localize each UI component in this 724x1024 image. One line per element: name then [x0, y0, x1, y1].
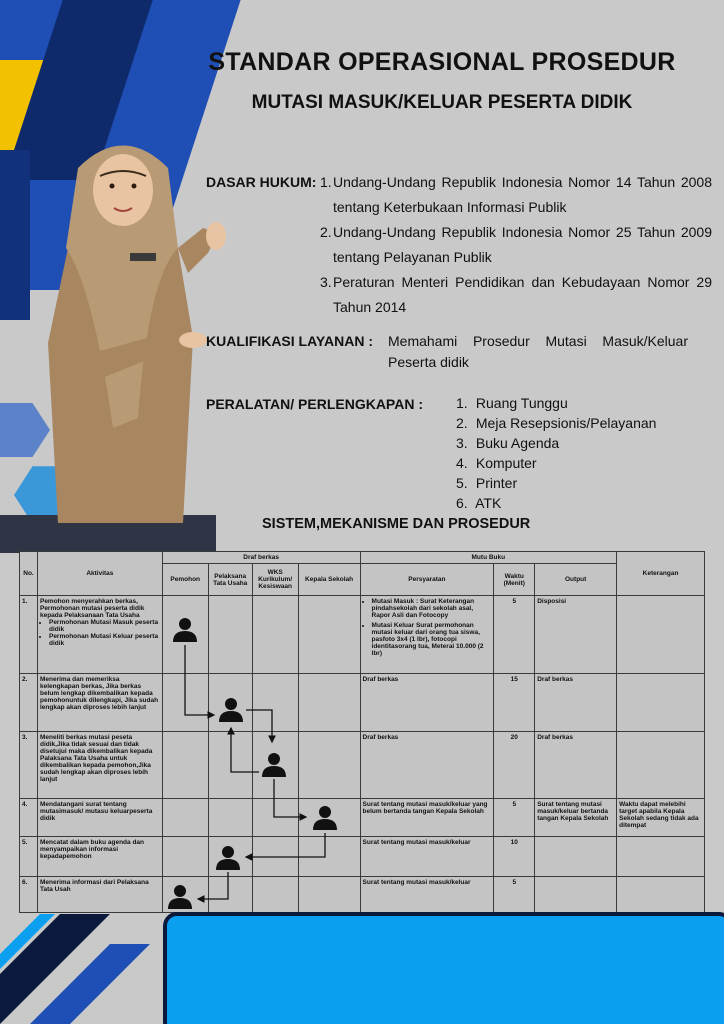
row-no: 4. — [20, 799, 38, 837]
person-icon — [173, 618, 197, 642]
flow-arrow — [185, 645, 214, 715]
row-persyaratan: Draf berkas — [360, 732, 494, 799]
person-icon — [216, 846, 240, 870]
sub-item: • Permohonan Mutasi Masuk peserta didik — [49, 619, 160, 633]
header-waktu: Waktu (Menit) — [494, 564, 535, 596]
item-text: Buku Agenda — [475, 435, 560, 451]
header-output: Output — [535, 564, 617, 596]
row-waktu: 10 — [494, 837, 535, 877]
row-waktu: 20 — [494, 732, 535, 799]
item-number: 6. — [456, 495, 468, 511]
item-text: Undang-Undang Republik Indonesia Nomor 25 Tahun 2009 tentang Pelayanan Publik — [333, 224, 712, 265]
row-aktivitas: Meneliti berkas mutasi peseta didik,Jika tidak sesuai dan tidak disetujui maka dikembalikan kepada Palaksana Tata Usaha untuk dikembalikan kepada pemohon,Jika sudah lengkap akan diproses lebih lanjut — [37, 732, 162, 799]
kualifikasi-label: KUALIFIKASI LAYANAN : — [206, 333, 373, 349]
kualifikasi-text: Memahami Prosedur Mutasi Masuk/Keluar Peserta didik — [388, 333, 688, 370]
item-text: Printer — [475, 475, 518, 491]
item-number: 5. — [456, 475, 468, 491]
flow-arrow — [274, 779, 306, 817]
item-text: Komputer — [475, 455, 537, 471]
header-draf-berkas: Draf berkas — [162, 552, 360, 564]
header-wks: WKS Kurikulum/ Kesiswaan — [252, 564, 298, 596]
header-mutu-buku: Mutu Buku — [360, 552, 617, 564]
row-persyaratan: Surat tentang mutasi masuk/keluar yang belum bertanda tangan Kepala Sekolah — [360, 799, 494, 837]
persyaratan-item: • Mutasi Keluar Surat permohonan mutasi keluar dari orang tua siswa, pasfoto 3x4 (1 lbr), fotocopi identitasorang tua, Meterai 10.000 (2 lbr) — [372, 622, 492, 657]
item-number: 2. — [456, 415, 468, 431]
row-no: 6. — [20, 877, 38, 913]
header-kepala: Kepala Sekolah — [298, 564, 360, 596]
row-waktu: 5 — [494, 877, 535, 913]
person-icon — [313, 806, 337, 830]
row-output: Draf berkas — [535, 732, 617, 799]
header-keterangan: Keterangan — [617, 552, 705, 596]
item-text: ATK — [475, 495, 502, 511]
page-title: STANDAR OPERASIONAL PROSEDUR — [208, 48, 676, 76]
person-icon — [168, 885, 192, 909]
row-keterangan: Waktu dapat melebihi target apabila Kepala Sekolah sedang tidak ada ditempat — [617, 799, 705, 837]
sub-item: • Permohonan Mutasi Keluar peserta didik — [49, 633, 160, 647]
item-number: 1. — [320, 174, 332, 190]
header-pelaksana: Pelaksana Tata Usaha — [208, 564, 252, 596]
item-number: 1. — [456, 395, 468, 411]
header-pemohon: Pemohon — [162, 564, 208, 596]
row-aktivitas: Menerima informasi dari Pelaksana Tata Usah — [37, 877, 162, 913]
item-number: 3. — [456, 435, 468, 451]
row-aktivitas: Mencatat dalam buku agenda dan menyampaikan informasi kepadapemohon — [37, 837, 162, 877]
person-icon — [262, 753, 286, 777]
row-output: Draf berkas — [535, 674, 617, 732]
dasar-hukum-label: DASAR HUKUM: — [206, 174, 317, 190]
row-aktivitas: Mendatangani surat tentang mutasimasuk/ mutasu keluarpeserta didik — [37, 799, 162, 837]
item-number: 4. — [456, 455, 468, 471]
flow-arrow — [231, 728, 259, 772]
row-persyaratan: Surat tentang mutasi masuk/keluar — [360, 877, 494, 913]
bottom-stripes-decoration — [0, 914, 175, 1024]
bottom-blue-panel — [163, 912, 724, 1024]
row-no: 1. — [20, 596, 38, 674]
row-waktu: 5 — [494, 596, 535, 674]
persyaratan-item: • Mutasi Masuk : Surat Keterangan pindahsekolah dari sekolah asal, Rapor Asli dan Fotocopy — [372, 598, 492, 619]
flow-arrow — [246, 710, 272, 742]
row-waktu: 5 — [494, 799, 535, 837]
item-text: Meja Resepsionis/Pelayanan — [475, 415, 657, 431]
header-aktivitas: Aktivitas — [37, 552, 162, 596]
item-text: Ruang Tunggu — [475, 395, 568, 411]
item-text: Peraturan Menteri Pendidikan dan Kebudayaan Nomor 29 Tahun 2014 — [333, 274, 712, 315]
item-number: 3. — [320, 274, 332, 290]
flow-arrow — [246, 833, 325, 857]
aktivitas-text: Pemohon menyerahkan berkas, Permohonan mutasi peserta didik kepada Pelaksanaan Tata Usaha — [39, 598, 145, 619]
person-icon — [219, 698, 243, 722]
item-number: 2. — [320, 224, 332, 240]
row-no: 5. — [20, 837, 38, 877]
row-persyaratan: Draf berkas — [360, 674, 494, 732]
row-output: Disposisi — [535, 596, 617, 674]
header-persyaratan: Persyaratan — [360, 564, 494, 596]
row-no: 3. — [20, 732, 38, 799]
sistem-title: SISTEM,MEKANISME DAN PROSEDUR — [262, 516, 531, 532]
flow-arrow — [198, 872, 228, 899]
page-subtitle: MUTASI MASUK/KELUAR PESERTA DIDIK — [251, 92, 633, 113]
header-no: No. — [20, 552, 38, 596]
peralatan-label: PERALATAN/ PERLENGKAPAN : — [206, 396, 423, 412]
row-output: Surat tentang mutasi masuk/keluar bertanda tangan Kepala Sekolah — [535, 799, 617, 837]
item-text: Undang-Undang Republik Indonesia Nomor 14 Tahun 2008 tentang Keterbukaan Informasi Publik — [333, 174, 712, 215]
row-aktivitas: Menerima dan memeriksa kelengkapan berkas, Jika berkas belum lengkap dikembalikan kepada pemohonuntuk dilengkapi, Jika sudah lengkap akan diproses lebih lanjut — [37, 674, 162, 732]
row-no: 2. — [20, 674, 38, 732]
row-waktu: 15 — [494, 674, 535, 732]
row-persyaratan: Surat tentang mutasi masuk/keluar — [360, 837, 494, 877]
